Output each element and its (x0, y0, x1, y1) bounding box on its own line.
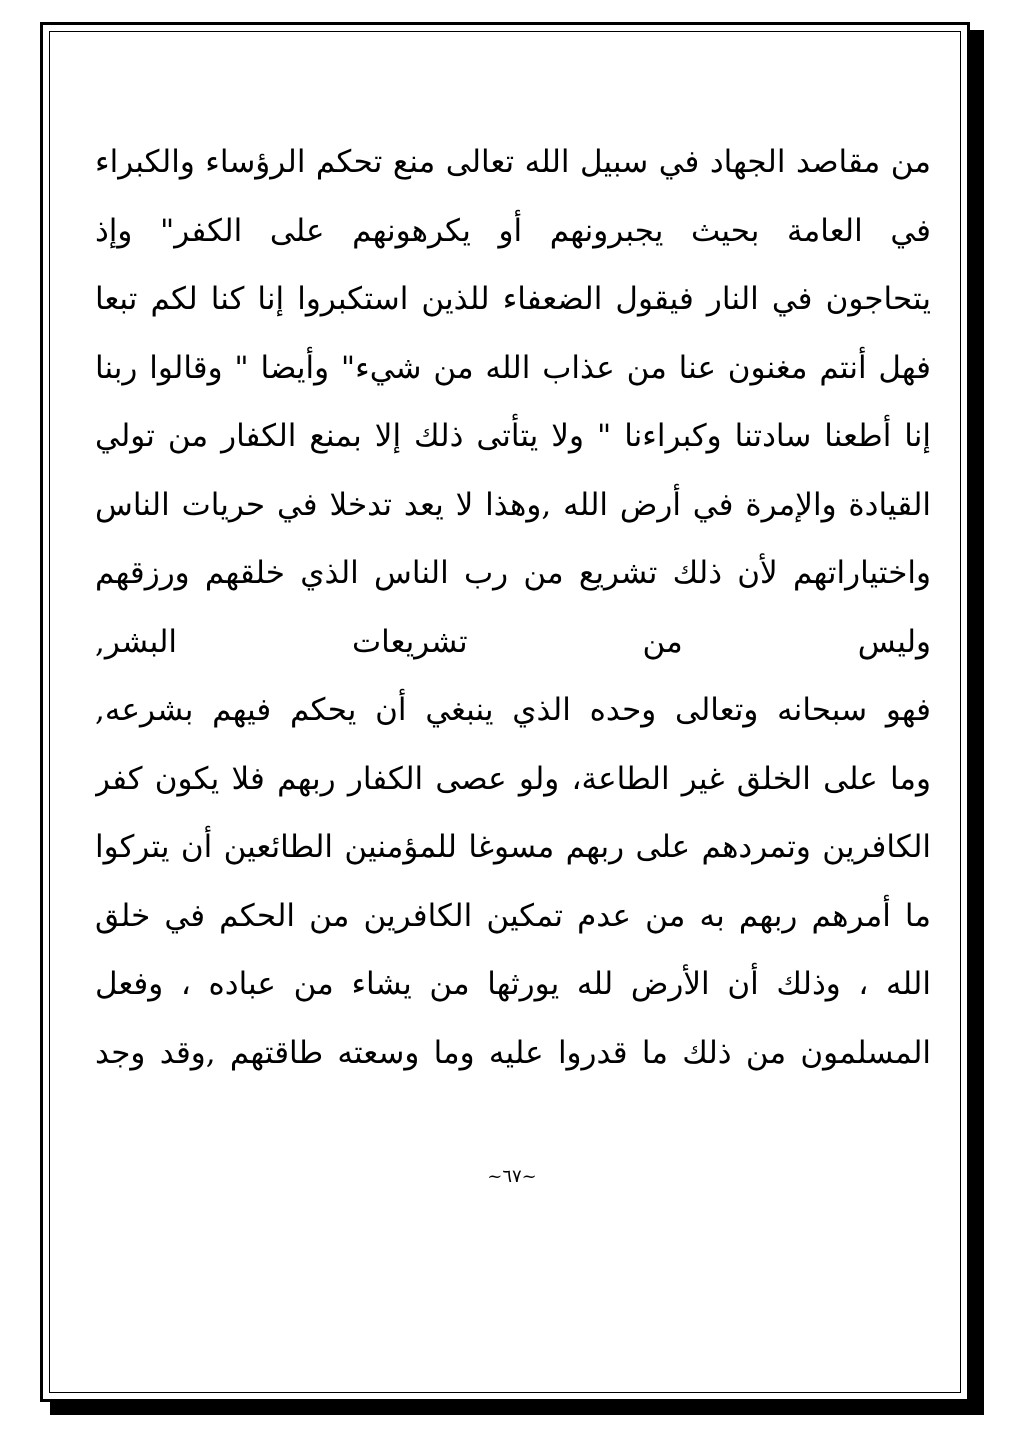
spread-word: وليس (857, 623, 931, 660)
text-line: إنا أطعنا سادتنا وكبراءنا " ولا يتأتى ذلك إلا بمنع الكفار من تولي (95, 418, 931, 454)
text-line-spread (95, 608, 931, 677)
spread-word: تشريعات (351, 623, 468, 660)
body-text (95, 128, 931, 1087)
text-line: الكافرين وتمردهم على ربهم مسوغا للمؤمنين الطائعين أن يتركوا (95, 829, 931, 865)
text-line: المسلمون من ذلك ما قدروا عليه وما وسعته طاقتهم ,وقد وجد (95, 1034, 931, 1071)
text-line: فهو سبحانه وتعالى وحده الذي ينبغي أن يحكم فيهم بشرعه, (95, 692, 931, 728)
text-line: ما أمرهم ربهم به من عدم تمكين الكافرين من الحكم في خلق (95, 897, 931, 934)
text-line: يتحاجون في النار فيقول الضعفاء للذين استكبروا إنا كنا لكم تبعا (95, 281, 931, 317)
text-line: من مقاصد الجهاد في سبيل الله تعالى منع تحكم الرؤساء والكبراء (95, 144, 931, 180)
text-line: فهل أنتم مغنون عنا من عذاب الله من شيء" وأيضا " وقالوا ربنا (95, 349, 931, 386)
text-line: وما على الخلق غير الطاعة، ولو عصى الكفار ربهم فلا يكون كفر (95, 760, 931, 797)
spread-word: من (642, 623, 683, 660)
text-line: الله ، وذلك أن الأرض لله يورثها من يشاء من عباده ، وفعل (95, 966, 931, 1002)
text-line: واختياراتهم لأن ذلك تشريع من رب الناس الذي خلقهم ورزقهم (95, 555, 931, 591)
text-line: في العامة بحيث يجبرونهم أو يكرهونهم على الكفر" وإذ (95, 212, 931, 249)
page-number: ~٦٧~ (487, 1166, 537, 1187)
text-line: القيادة والإمرة في أرض الله ,وهذا لا يعد تدخلا في حريات الناس (95, 486, 931, 523)
spread-word: البشر, (95, 623, 178, 660)
